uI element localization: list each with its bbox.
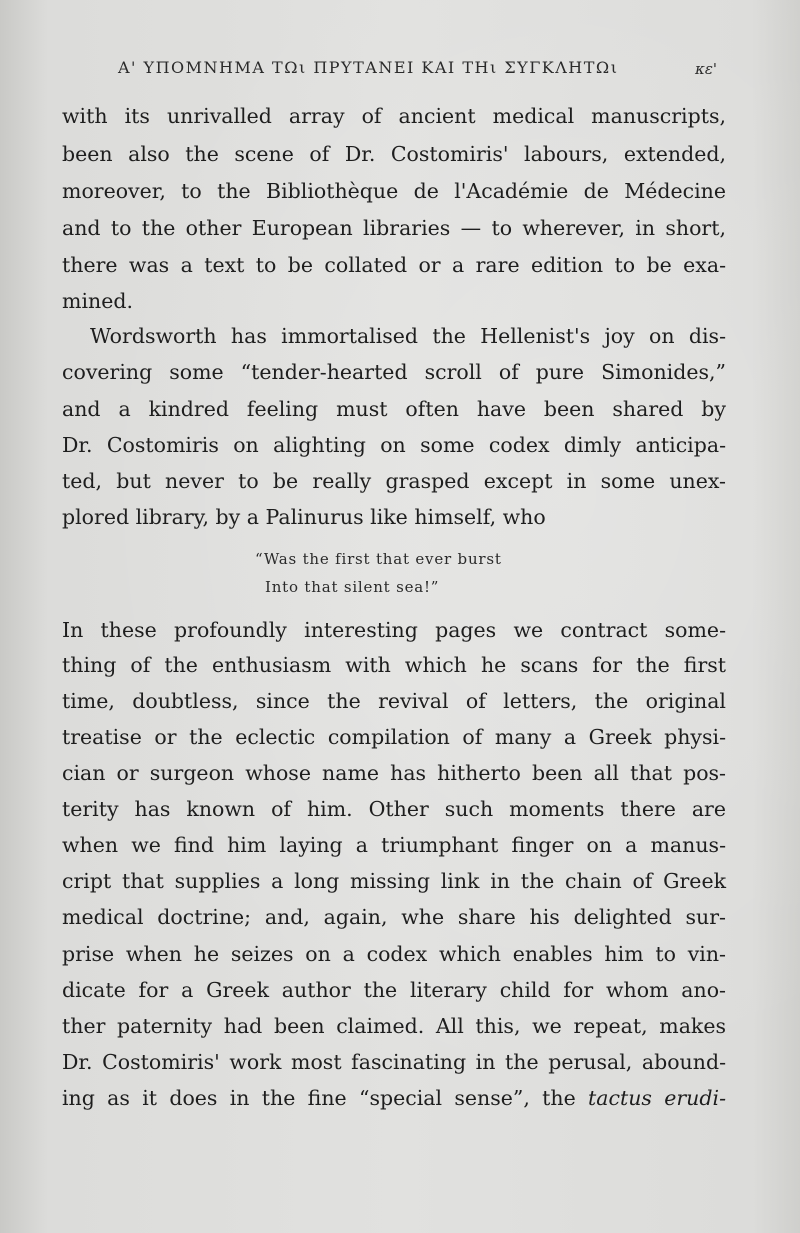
running-head: Α' ΥΠΟΜΝΗΜΑ ΤΩι ΠΡΥΤΑΝΕΙ ΚΑΙ ΤΗι ΣΥΓΚΛΗΤΩι bbox=[118, 58, 619, 77]
text-line-final bbox=[62, 1086, 726, 1110]
text-line: ther paternity had been claimed. All this, we repeat, makes bbox=[62, 1014, 726, 1038]
text-line: ted, but never to be really grasped except in some unex- bbox=[62, 469, 726, 493]
text-line: terity has known of him. Other such moments there are bbox=[62, 797, 726, 821]
text-line: cript that supplies a long missing link in the chain of Greek bbox=[62, 869, 726, 893]
text-line: Wordsworth has immortalised the Hellenist's joy on dis- bbox=[90, 324, 726, 348]
text-fragment: ing as it does in the fine “special sense”, the bbox=[62, 1086, 589, 1110]
text-line: treatise or the eclectic compilation of many a Greek physi- bbox=[62, 725, 726, 749]
page-number: κε' bbox=[695, 60, 718, 78]
text-line: Dr. Costomiris on alighting on some codex dimly anticipa- bbox=[62, 433, 726, 457]
text-line: covering some “tender-hearted scroll of pure Simonides,” bbox=[62, 360, 726, 384]
text-line: there was a text to be collated or a rare edition to be exa- bbox=[62, 253, 726, 277]
italic-phrase: tactus erudi- bbox=[588, 1086, 726, 1110]
text-line: mined. bbox=[62, 289, 133, 313]
text-line: medical doctrine; and, again, whe share his delighted sur- bbox=[62, 905, 726, 929]
quote-line: Into that silent sea!” bbox=[265, 578, 440, 596]
text-line: and to the other European libraries — to wherever, in short, bbox=[62, 216, 726, 240]
text-line: Dr. Costomiris' work most fascinating in the perusal, abound- bbox=[62, 1050, 726, 1074]
text-line: prise when he seizes on a codex which enables him to vin- bbox=[62, 942, 726, 966]
text-line: plored library, by a Palinurus like himself, who bbox=[62, 505, 546, 529]
text-line: with its unrivalled array of ancient medical manuscripts, bbox=[62, 104, 726, 128]
text-line: In these profoundly interesting pages we contract some- bbox=[62, 618, 726, 642]
quote-line: “Was the first that ever burst bbox=[255, 550, 502, 568]
text-line: when we find him laying a triumphant finger on a manus- bbox=[62, 833, 726, 857]
text-line: and a kindred feeling must often have been shared by bbox=[62, 397, 726, 421]
text-line: cian or surgeon whose name has hitherto been all that pos- bbox=[62, 761, 726, 785]
text-line: time, doubtless, since the revival of letters, the original bbox=[62, 689, 726, 713]
text-line: been also the scene of Dr. Costomiris' labours, extended, bbox=[62, 142, 726, 166]
text-line: moreover, to the Bibliothèque de l'Académie de Médecine bbox=[62, 179, 726, 203]
text-line: thing of the enthusiasm with which he scans for the first bbox=[62, 653, 726, 677]
text-line: dicate for a Greek author the literary child for whom ano- bbox=[62, 978, 726, 1002]
